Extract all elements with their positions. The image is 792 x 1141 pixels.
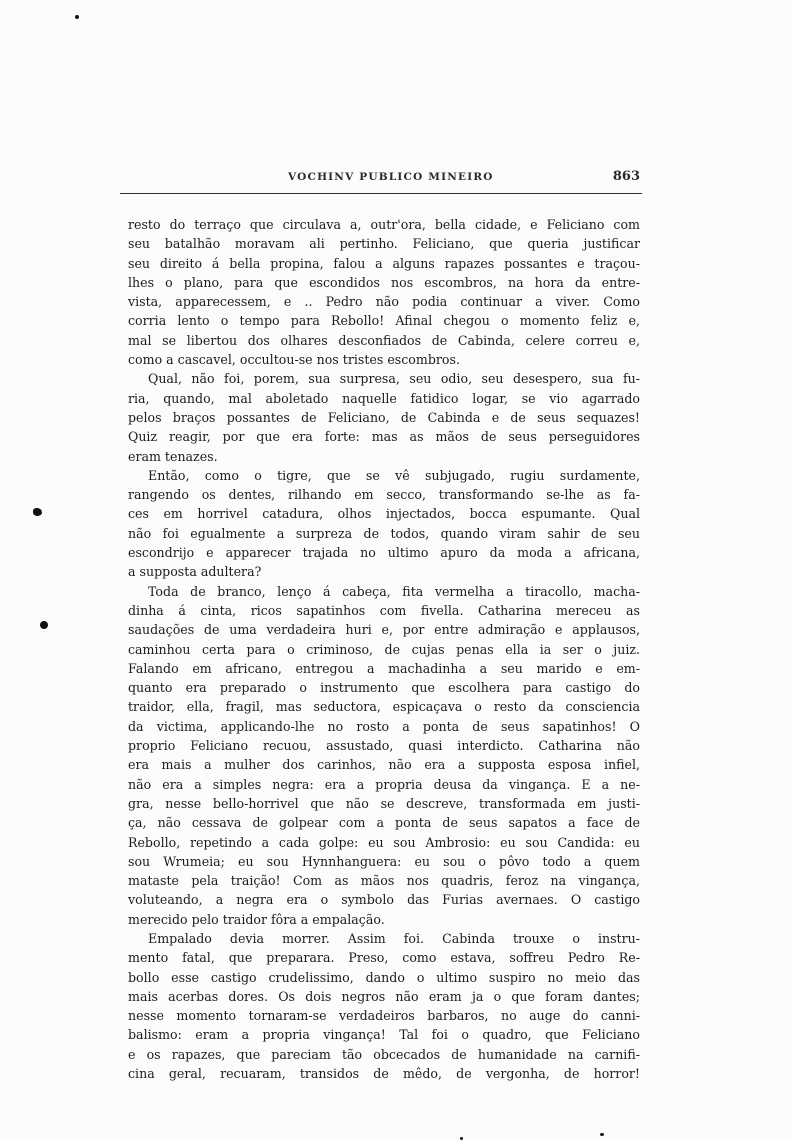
text-line: cina geral, recuaram, transidos de mêdo, de vergonha, de horror! — [128, 1066, 640, 1082]
text-line: gra, nesse bello-horrivel que não se descreve, transformada em justi- — [128, 795, 640, 811]
text-line: vista, apparecessem, e .. Pedro não podia continuar a viver. Como — [128, 294, 640, 310]
page-header — [128, 171, 640, 193]
text-line: Qual, não foi, porem, sua surpresa, seu odio, seu desespero, sua fu- — [148, 371, 640, 387]
text-line: lhes o plano, para que escondidos nos escombros, na hora da entre- — [128, 274, 640, 290]
text-line: Então, como o tigre, que se vê subjugado, rugiu surdamente, — [148, 467, 640, 483]
text-line: era mais a mulher dos carinhos, não era a supposta esposa infiel, — [128, 757, 640, 773]
text-line: voluteando, a negra era o symbolo das Furias avernaes. O castigo — [128, 892, 640, 908]
text-line: traidor, ella, fragil, mas seductora, espicaçava o resto da consciencia — [128, 699, 640, 715]
speck — [460, 1137, 463, 1140]
speck — [600, 1133, 604, 1136]
text-line: escondrijo e apparecer trajada no ultimo apuro da moda a africana, — [128, 545, 640, 561]
text-line: Toda de branco, lenço á cabeça, fita vermelha a tiracollo, macha- — [148, 583, 640, 599]
ink-mark — [33, 508, 42, 516]
text-line: e os rapazes, que pareciam tão obcecados de humanidade na carnifi- — [128, 1046, 640, 1062]
text-line: não foi egualmente a surpreza de todos, quando viram sahir de seu — [128, 525, 640, 541]
text-line: a supposta adultera? — [128, 564, 262, 580]
body-text — [128, 215, 640, 1083]
text-line: corria lento o tempo para Rebollo! Afinal chegou o momento feliz e, — [128, 313, 640, 329]
page-number: 863 — [612, 169, 640, 184]
text-line: Quiz reagir, por que era forte: mas as mãos de seus perseguidores — [128, 429, 640, 445]
text-line: bollo esse castigo crudelissimo, dando o ultimo suspiro no meio das — [128, 969, 640, 985]
text-line: rangendo os dentes, rilhando em secco, transformando se-lhe as fa- — [128, 487, 640, 503]
text-line: nesse momento tornaram-se verdadeiros barbaros, no auge do canni- — [128, 1008, 640, 1024]
text-line: ça, não cessava de golpear com a ponta de seus sapatos a face de — [128, 815, 640, 831]
text-line: Falando em africano, entregou a machadinha a seu marido e em- — [128, 660, 640, 676]
text-line: Rebollo, repetindo a cada golpe: eu sou Ambrosio: eu sou Candida: eu — [128, 834, 640, 850]
text-line: como a cascavel, occultou-se nos tristes escombros. — [128, 352, 460, 368]
text-line: balismo: eram a propria vingança! Tal foi o quadro, que Feliciano — [128, 1027, 640, 1043]
running-title: VOCHINV PUBLICO MINEIRO — [288, 171, 494, 183]
text-line: quanto era preparado o instrumento que escolhera para castigo do — [128, 680, 640, 696]
text-line: mento fatal, que preparara. Preso, como estava, soffreu Pedro Re- — [128, 950, 640, 966]
text-line: ces em horrivel catadura, olhos injectados, bocca espumante. Qual — [128, 506, 640, 522]
text-line: resto do terraço que circulava a, outr'ora, bella cidade, e Feliciano com — [128, 217, 640, 232]
text-line: ria, quando, mal aboletado naquelle fatidico logar, se vio agarrado — [128, 390, 640, 406]
text-line: mais acerbas dores. Os dois negros não eram ja o que foram dantes; — [128, 988, 640, 1004]
text-line: proprio Feliciano recuou, assustado, quasi interdicto. Catharina não — [128, 738, 640, 754]
text-line: Empalado devia morrer. Assim foi. Cabinda trouxe o instru- — [148, 930, 640, 946]
text-line: mal se libertou dos olhares desconfiados de Cabinda, celere correu e, — [128, 332, 640, 348]
text-line: sou Wrumeia; eu sou Hynnhanguera: eu sou o pôvo todo a quem — [128, 853, 640, 869]
header-rule — [120, 193, 642, 194]
text-line: eram tenazes. — [128, 448, 218, 464]
text-line: seu batalhão moravam ali pertinho. Feliciano, que queria justificar — [128, 236, 640, 252]
text-line: saudações de uma verdadeira huri e, por entre admiração e applausos, — [128, 622, 640, 638]
text-line: dinha á cinta, ricos sapatinhos com fivella. Catharina mereceu as — [128, 602, 640, 618]
ink-dot — [40, 621, 48, 629]
text-line: da victima, applicando-lhe no rosto a ponta de seus sapatinhos! O — [128, 718, 640, 734]
text-line: merecido pelo traidor fôra a empalação. — [128, 911, 385, 927]
text-line: mataste pela traição! Com as mãos nos quadris, feroz na vingança, — [128, 873, 640, 889]
text-line: seu direito á bella propina, falou a alguns rapazes possantes e traçou- — [128, 255, 640, 271]
speck — [75, 15, 79, 19]
text-line: não era a simples negra: era a propria deusa da vingança. E a ne- — [128, 776, 640, 792]
text-line: pelos braços possantes de Feliciano, de Cabinda e de seus sequazes! — [128, 409, 640, 425]
text-line: caminhou certa para o criminoso, de cujas penas ella ia ser o juiz. — [128, 641, 640, 657]
